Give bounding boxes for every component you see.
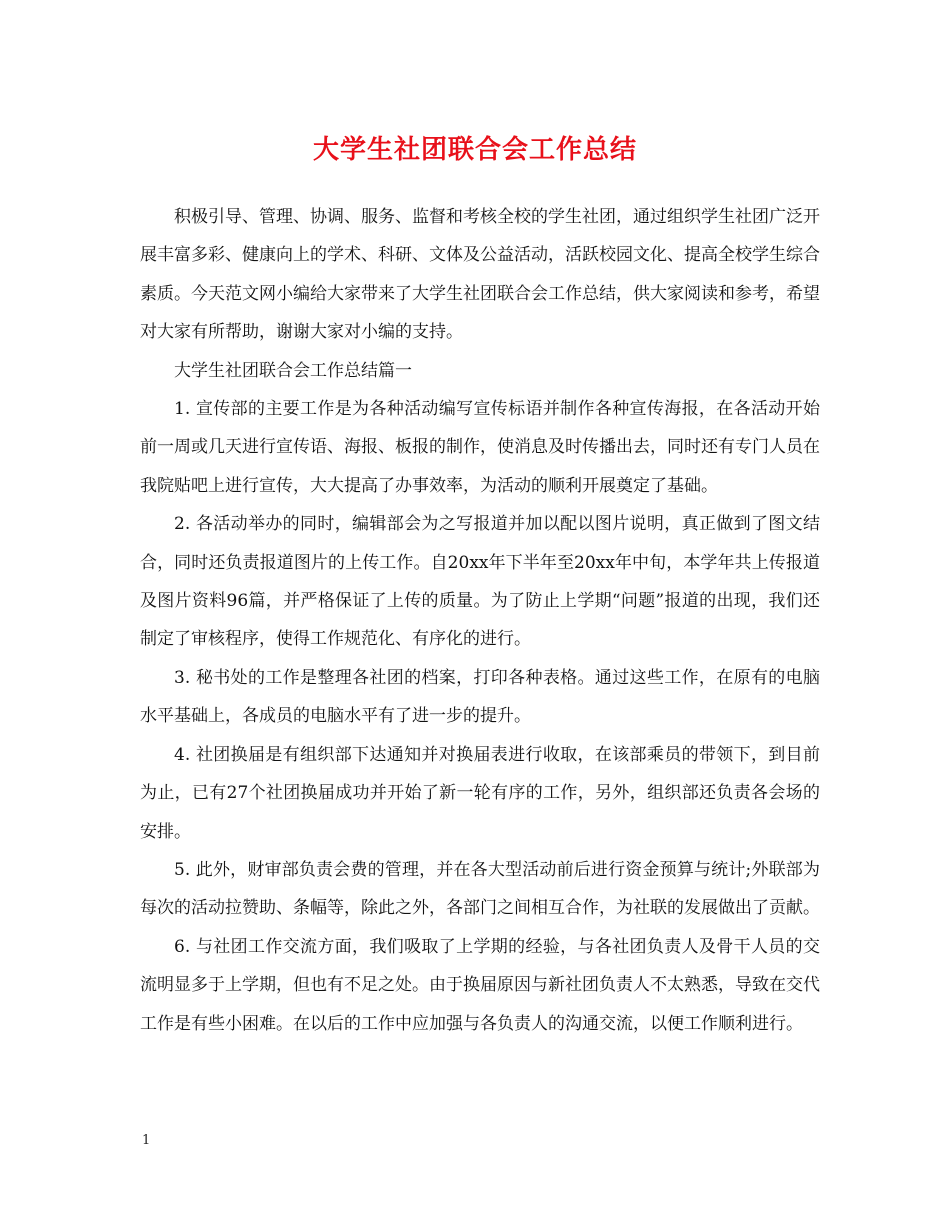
page-number: 1 xyxy=(142,1133,151,1148)
intro-paragraph: 积极引导、管理、协调、服务、监督和考核全校的学生社团，通过组织学生社团广泛开展丰富多彩、健康向上的学术、科研、文体及公益活动，活跃校园文化、提高全校学生综合素质。今天范文网小编给大家带来了大学生社团联合会工作总结，供大家阅读和参考，希望对大家有所帮助，谢谢大家对小编的支持。 xyxy=(140,207,820,343)
paragraph-item-5: 5. 此外，财审部负责会费的管理，并在各大型活动前后进行资金预算与统计;外联部为每次的活动拉赞助、条幅等，除此之外，各部门之间相互合作，为社联的发展做出了贡献。 xyxy=(140,859,820,919)
document-title: 大学生社团联合会工作总结 xyxy=(312,135,637,165)
paragraph-item-3: 3. 秘书处的工作是整理各社团的档案，打印各种表格。通过这些工作，在原有的电脑水平基础上，各成员的电脑水平有了进一步的提升。 xyxy=(140,667,820,727)
section-heading: 大学生社团联合会工作总结篇一 xyxy=(174,360,412,381)
document-body xyxy=(140,198,820,1043)
paragraph-item-6: 6. 与社团工作交流方面，我们吸取了上学期的经验，与各社团负责人及骨干人员的交流明显多于上学期，但也有不足之处。由于换届原因与新社团负责人不太熟悉，导致在交代工作是有些小困难。在以后的工作中应加强与各负责人的沟通交流，以便工作顺利进行。 xyxy=(140,936,820,1034)
paragraph-item-4: 4. 社团换届是有组织部下达通知并对换届表进行收取，在该部乘员的带领下，到目前为止，已有27个社团换届成功并开始了新一轮有序的工作，另外，组织部还负责各会场的安排。 xyxy=(140,744,820,842)
paragraph-item-1: 1. 宣传部的主要工作是为各种活动编写宣传标语并制作各种宣传海报，在各活动开始前一周或几天进行宣传语、海报、板报的制作，使消息及时传播出去，同时还有专门人员在我院贴吧上进行宣传，大大提高了办事效率，为活动的顺利开展奠定了基础。 xyxy=(140,399,820,496)
paragraph-item-2: 2. 各活动举办的同时，编辑部会为之写报道并加以配以图片说明，真正做到了图文结合，同时还负责报道图片的上传工作。自20xx年下半年至20xx年中旬，本学年共上传报道及图片资料96篇，并严格保证了上传的质量。为了防止上学期“问题”报道的出现，我们还制定了审核程序，使得工作规范化、有序化的进行。 xyxy=(140,514,820,650)
